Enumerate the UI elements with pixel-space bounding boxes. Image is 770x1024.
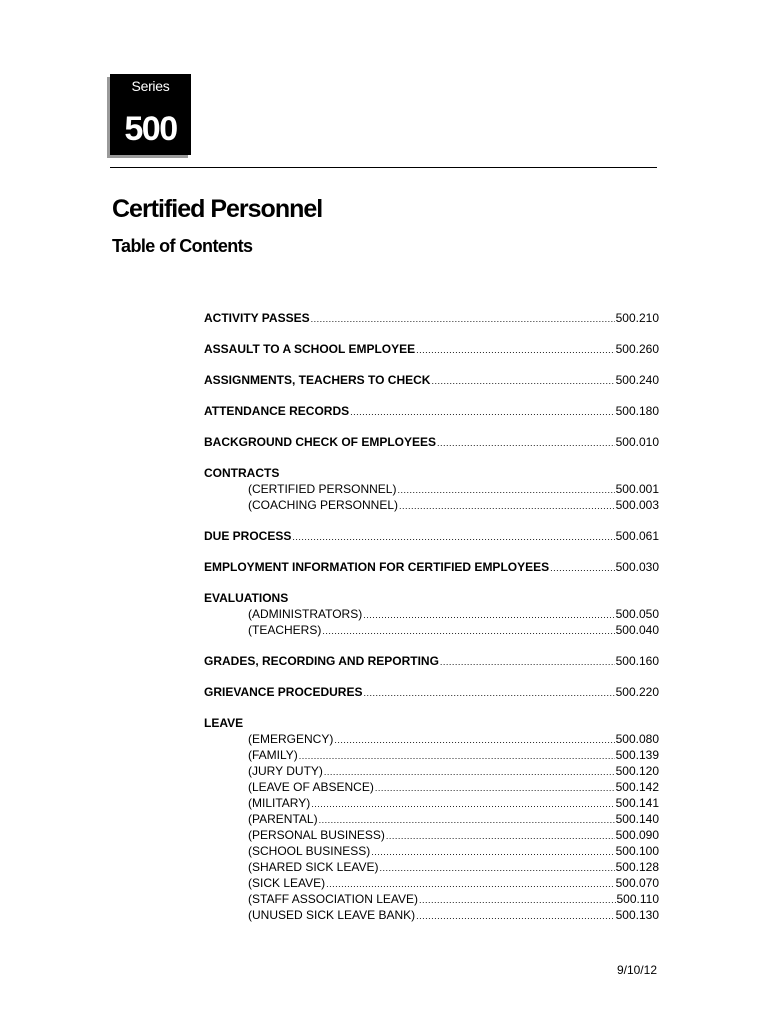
toc-entry-label: ASSAULT TO A SCHOOL EMPLOYEE xyxy=(204,342,416,356)
toc-subentry xyxy=(204,481,659,497)
table-of-contents xyxy=(204,310,659,923)
dot-leader xyxy=(397,482,614,498)
series-badge xyxy=(110,74,191,155)
toc-entry xyxy=(204,310,659,326)
toc-entry-page-number: 500.220 xyxy=(615,685,659,699)
toc-group-heading: LEAVE xyxy=(204,716,244,730)
toc-subentry xyxy=(204,795,659,811)
toc-spacer xyxy=(204,544,659,559)
dot-leader xyxy=(322,623,614,639)
dot-leader xyxy=(363,685,614,701)
dot-leader xyxy=(440,654,615,670)
toc-entry xyxy=(204,559,659,575)
dot-leader xyxy=(299,748,615,764)
toc-subentry-page-number: 500.128 xyxy=(615,860,659,874)
dot-leader xyxy=(375,780,615,796)
toc-subentry-label: (ADMINISTRATORS) xyxy=(248,607,363,621)
toc-subentry-label: (LEAVE OF ABSENCE) xyxy=(248,780,374,794)
dot-leader xyxy=(371,844,614,860)
toc-entry-page-number: 500.061 xyxy=(615,529,659,543)
toc-subentry xyxy=(204,606,659,622)
toc-subentry xyxy=(204,747,659,763)
toc-subentry-page-number: 500.100 xyxy=(615,844,659,858)
toc-entry-label: ASSIGNMENTS, TEACHERS TO CHECK xyxy=(204,373,431,387)
toc-subentry-label: (PARENTAL) xyxy=(248,812,318,826)
toc-subentry-label: (PERSONAL BUSINESS) xyxy=(248,828,385,842)
toc-entry-label: BACKGROUND CHECK OF EMPLOYEES xyxy=(204,435,437,449)
toc-entry-page-number: 500.030 xyxy=(615,560,659,574)
dot-leader xyxy=(419,892,615,908)
header-rule xyxy=(110,167,657,168)
toc-spacer xyxy=(204,638,659,653)
toc-subentry-label: (MILITARY) xyxy=(248,796,311,810)
toc-entry-page-number: 500.210 xyxy=(615,311,659,325)
toc-subentry-page-number: 500.070 xyxy=(615,876,659,890)
toc-group-heading: CONTRACTS xyxy=(204,466,280,480)
toc-subentry-page-number: 500.139 xyxy=(615,748,659,762)
toc-spacer xyxy=(204,357,659,372)
toc-subentry-label: (SCHOOL BUSINESS) xyxy=(248,844,371,858)
dot-leader xyxy=(363,607,614,623)
toc-subentry-label: (COACHING PERSONNEL) xyxy=(248,498,399,512)
toc-spacer xyxy=(204,513,659,528)
toc-entry-page-number: 500.160 xyxy=(615,654,659,668)
toc-subentry-page-number: 500.120 xyxy=(615,764,659,778)
toc-subentry-page-number: 500.090 xyxy=(615,828,659,842)
toc-subentry-page-number: 500.080 xyxy=(615,732,659,746)
dot-leader xyxy=(437,435,615,451)
dot-leader xyxy=(399,498,615,514)
dot-leader xyxy=(326,876,614,892)
toc-entry xyxy=(204,653,659,669)
dot-leader xyxy=(550,560,614,576)
dot-leader xyxy=(379,860,614,876)
toc-entry xyxy=(204,528,659,544)
toc-subentry xyxy=(204,843,659,859)
toc-subentry-label: (FAMILY) xyxy=(248,748,298,762)
toc-entry-page-number: 500.180 xyxy=(615,404,659,418)
toc-entry-page-number: 500.240 xyxy=(615,373,659,387)
toc-subentry-label: (TEACHERS) xyxy=(248,623,322,637)
toc-spacer xyxy=(204,575,659,590)
toc-spacer xyxy=(204,700,659,715)
toc-entry xyxy=(204,434,659,450)
dot-leader xyxy=(311,796,614,812)
toc-subentry-page-number: 500.110 xyxy=(616,892,659,906)
dot-leader xyxy=(334,732,614,748)
toc-subentry xyxy=(204,907,659,923)
toc-entry xyxy=(204,372,659,388)
toc-subentry xyxy=(204,779,659,795)
series-label: Series xyxy=(131,78,170,94)
page-title: Certified Personnel xyxy=(112,195,323,223)
toc-entry-label: ATTENDANCE RECORDS xyxy=(204,404,350,418)
toc-entry xyxy=(204,684,659,700)
dot-leader xyxy=(416,342,614,358)
toc-entry-label: ACTIVITY PASSES xyxy=(204,311,310,325)
toc-subentry-page-number: 500.050 xyxy=(615,607,659,621)
toc-subentry-page-number: 500.130 xyxy=(615,908,659,922)
toc-spacer xyxy=(204,450,659,465)
toc-subentry xyxy=(204,827,659,843)
dot-leader xyxy=(324,764,615,780)
toc-subentry xyxy=(204,622,659,638)
toc-entry-label: DUE PROCESS xyxy=(204,529,292,543)
toc-subentry xyxy=(204,875,659,891)
toc-subentry-page-number: 500.001 xyxy=(615,482,659,496)
toc-subentry xyxy=(204,891,659,907)
toc-subentry-page-number: 500.003 xyxy=(615,498,659,512)
toc-subentry-label: (JURY DUTY) xyxy=(248,764,323,778)
toc-subentry-label: (EMERGENCY) xyxy=(248,732,334,746)
toc-subentry-page-number: 500.141 xyxy=(615,796,659,810)
toc-subentry xyxy=(204,859,659,875)
toc-entry-page-number: 500.010 xyxy=(615,435,659,449)
toc-subentry xyxy=(204,811,659,827)
footer-date: 9/10/12 xyxy=(616,963,657,977)
series-number: 500 xyxy=(124,110,177,148)
toc-entry-label: GRADES, RECORDING AND REPORTING xyxy=(204,654,439,668)
toc-subentry-label: (UNUSED SICK LEAVE BANK) xyxy=(248,908,416,922)
toc-subentry-page-number: 500.040 xyxy=(615,623,659,637)
page-subtitle: Table of Contents xyxy=(112,236,253,256)
toc-spacer xyxy=(204,326,659,341)
dot-leader xyxy=(386,828,615,844)
toc-spacer xyxy=(204,669,659,684)
toc-entry xyxy=(204,403,659,419)
toc-subentry-page-number: 500.140 xyxy=(615,812,659,826)
toc-entry-page-number: 500.260 xyxy=(615,342,659,356)
dot-leader xyxy=(319,812,615,828)
dot-leader xyxy=(431,373,614,389)
toc-entry xyxy=(204,341,659,357)
toc-subentry xyxy=(204,731,659,747)
toc-spacer xyxy=(204,388,659,403)
dot-leader xyxy=(292,529,614,545)
toc-subentry-label: (STAFF ASSOCIATION LEAVE) xyxy=(248,892,419,906)
toc-subentry xyxy=(204,497,659,513)
dot-leader xyxy=(350,404,614,420)
toc-group-heading: EVALUATIONS xyxy=(204,591,289,605)
toc-entry-label: EMPLOYMENT INFORMATION FOR CERTIFIED EMPLOYEES xyxy=(204,560,550,574)
toc-spacer xyxy=(204,419,659,434)
dot-leader xyxy=(311,311,615,327)
toc-subentry xyxy=(204,763,659,779)
dot-leader xyxy=(416,908,614,924)
toc-subentry-label: (SICK LEAVE) xyxy=(248,876,326,890)
toc-subentry-page-number: 500.142 xyxy=(615,780,659,794)
toc-subentry-label: (CERTIFIED PERSONNEL) xyxy=(248,482,397,496)
toc-subentry-label: (SHARED SICK LEAVE) xyxy=(248,860,379,874)
toc-entry-label: GRIEVANCE PROCEDURES xyxy=(204,685,363,699)
